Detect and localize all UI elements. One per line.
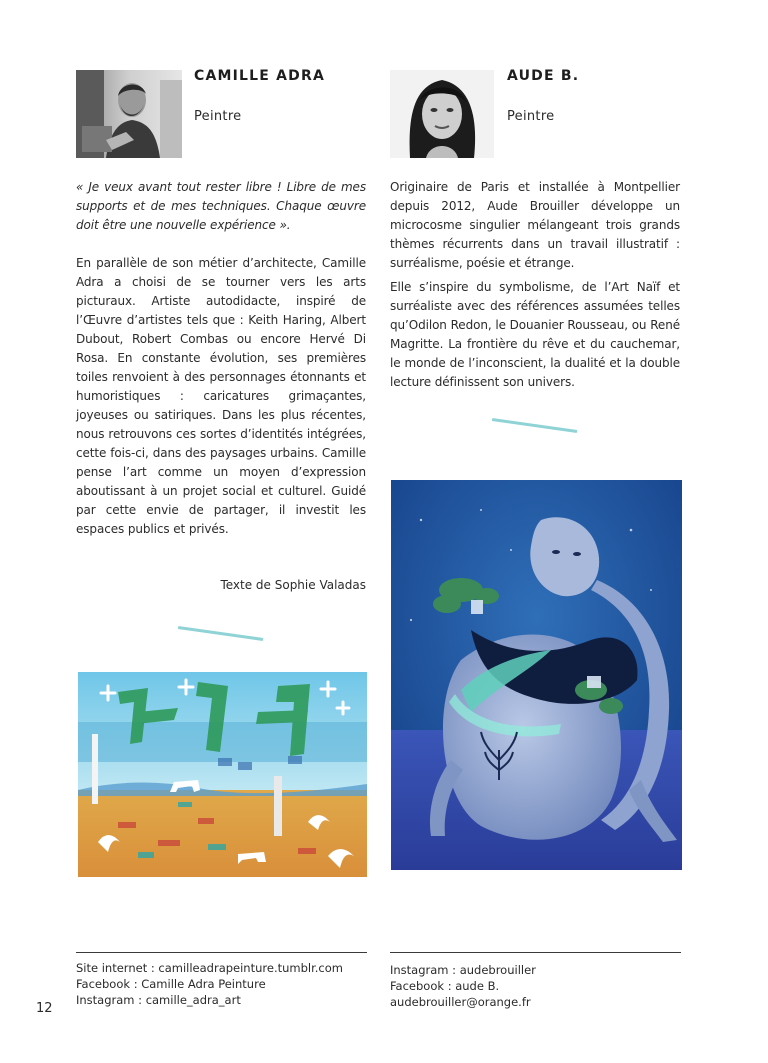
right-footer-rule	[390, 952, 681, 953]
aude-b-painting	[391, 480, 682, 870]
text-credit: Texte de Sophie Valadas	[220, 578, 366, 592]
decorative-stroke-left	[178, 626, 264, 641]
right-paragraph-2: Elle s’inspire du symbolisme, de l’Art Naïf et surréaliste avec des références assumées telles qu’Odilon Redon, le Douanier Rousseau, ou René Magritte. La frontière du rêve et du cauchemar, le monde de l’inconscient, la dualité et la double lecture définissent son univers.	[390, 280, 680, 389]
right-paragraph-1: Originaire de Paris et installée à Montpellier depuis 2012, Aude Brouiller développe un microcosme singulier mélangeant trois grands thèmes récurrents dans un travail illustratif : surréalisme, poésie et étrange.	[390, 180, 680, 270]
aude-b-portrait	[390, 70, 494, 158]
right-text-block	[390, 178, 680, 392]
camille-adra-painting	[78, 672, 367, 877]
right-artist-role: Peintre	[507, 109, 555, 124]
left-artist-name: CAMILLE ADRA	[194, 68, 326, 84]
right-artist-name: AUDE B.	[507, 68, 580, 84]
page-number: 12	[36, 1001, 53, 1016]
camille-adra-portrait	[76, 70, 182, 158]
left-text-block	[76, 178, 366, 539]
right-contact-links	[390, 962, 681, 1010]
decorative-stroke-right	[492, 418, 578, 433]
right-instagram-link[interactable]: Instagram : audebrouiller	[390, 963, 536, 977]
left-quote: « Je veux avant tout rester libre ! Libre de mes supports et de mes techniques. Chaque œuvre doit être une nouvelle expérience ».	[76, 180, 366, 232]
left-biography: En parallèle de son métier d’architecte, Camille Adra a choisi de se tourner vers les arts picturaux. Artiste autodidacte, inspiré de l’Œuvre d’artistes tels que : Keith Haring, Albert Dubout, Robert Combas ou encore Hervé Di Rosa. En constante évolution, ses premières toiles renvoient à des personnages étonnants et humoristiques : caricatures grimaçantes, joyeuses ou satiriques. Dans les plus récentes, nous retrouvons ces sortes d’identités intégrées, cette fois-ci, dans des paysages urbains. Camille pense l’art comme un moyen d’expression aboutissant à un projet social et culturel. Guidé par cette envie de partager, il investit les espaces publics et privés.	[76, 256, 366, 536]
left-footer-rule	[76, 952, 367, 953]
left-artist-role: Peintre	[194, 109, 242, 124]
left-facebook-link[interactable]: Facebook : Camille Adra Peinture	[76, 977, 266, 991]
right-email-link[interactable]: audebrouiller@orange.fr	[390, 995, 531, 1009]
left-instagram-link[interactable]: Instagram : camille_adra_art	[76, 993, 241, 1007]
right-facebook-link[interactable]: Facebook : aude B.	[390, 979, 500, 993]
left-website-link[interactable]: Site internet : camilleadrapeinture.tumblr.com	[76, 961, 343, 975]
left-contact-links	[76, 960, 367, 1008]
